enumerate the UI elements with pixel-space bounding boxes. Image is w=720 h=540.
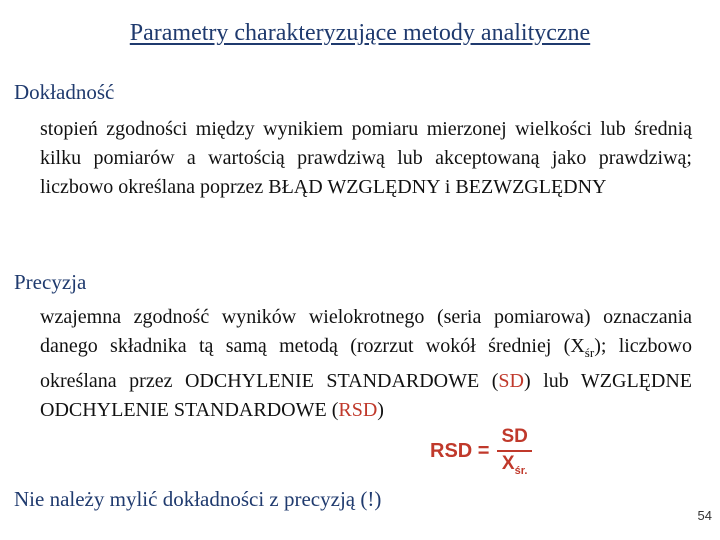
section-heading-precision: Precyzja xyxy=(14,270,87,294)
footer-note: Nie należy mylić dokładności z precyzją (!) xyxy=(14,487,382,511)
formula-fraction xyxy=(497,426,531,477)
page-number: 54 xyxy=(697,508,712,523)
sd-abbreviation: SD xyxy=(498,370,524,392)
slide-title-text: Parametry charakteryzujące metody analityczne xyxy=(129,20,591,46)
mean-subscript: śr xyxy=(584,345,595,360)
section-body-precision xyxy=(40,303,692,425)
formula-numerator: SD xyxy=(497,426,531,452)
precision-text-part4: ) xyxy=(377,399,384,421)
precision-text-part1: wzajemna zgodność wyników wielokrotnego (seria pomiarowa) oznaczania danego składnika tą samą metodą (rozrzut wokół średniej ( xyxy=(40,306,692,357)
section-body-accuracy: stopień zgodności między wynikiem pomiaru mierzonej wielkości lub średnią kilku pomiarów a wartością prawdziwą lub akceptowaną jako prawdziwą; liczbowo określana poprzez BŁĄD WZGLĘDNY i BEZWZGLĘDNY xyxy=(40,118,692,198)
precision-text-part2: ); liczbowo określana przez ODCHYLENIE STANDARDOWE ( xyxy=(40,335,692,392)
mean-symbol: X xyxy=(570,335,585,357)
formula-denominator-symbol: X xyxy=(501,453,515,474)
rsd-abbreviation: RSD xyxy=(338,399,378,421)
formula-denominator xyxy=(502,452,528,477)
section-heading-accuracy: Dokładność xyxy=(14,80,115,104)
slide-title xyxy=(0,20,720,47)
formula-lhs: RSD = xyxy=(430,440,490,462)
rsd-formula xyxy=(430,426,532,477)
precision-text-part3: ) lub WZGLĘDNE ODCHYLENIE STANDARDOWE ( xyxy=(40,370,692,421)
formula-denominator-subscript: śr. xyxy=(514,465,528,477)
